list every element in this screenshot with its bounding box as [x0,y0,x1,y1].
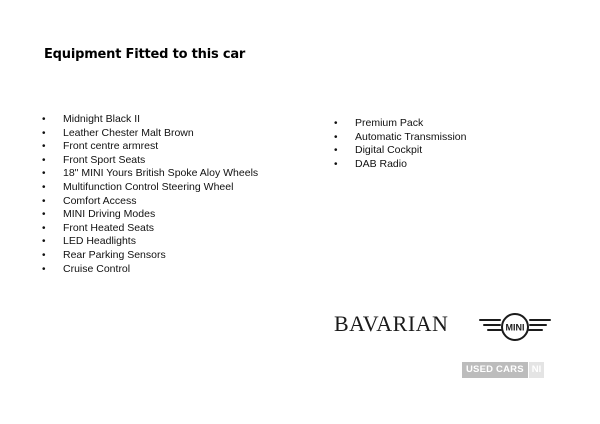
equipment-item: • Front Heated Seats [42,222,258,236]
equipment-item: • Automatic Transmission [334,131,466,145]
equipment-item: • Leather Chester Malt Brown [42,127,258,141]
equipment-item: • Front centre armrest [42,140,258,154]
used-cars-badge [462,362,544,378]
equipment-item: • LED Headlights [42,235,258,249]
equipment-item: • MINI Driving Modes [42,208,258,222]
equipment-item: • Comfort Access [42,195,258,209]
equipment-item: • Cruise Control [42,263,258,277]
badge-used-label: USED CARS [462,362,528,378]
page-title: Equipment Fitted to this car [44,47,246,62]
equipment-item: • Front Sport Seats [42,154,258,168]
equipment-item: • DAB Radio [334,158,466,172]
equipment-list-right [334,117,466,171]
dealer-name: BAVARIAN [334,311,449,336]
equipment-item: • 18" MINI Yours British Spoke Aloy Wheels [42,167,258,181]
equipment-item: • Multifunction Control Steering Wheel [42,181,258,195]
equipment-list-left [42,113,258,276]
equipment-item: • Digital Cockpit [334,144,466,158]
badge-region-label: NI [529,362,545,378]
equipment-item: • Rear Parking Sensors [42,249,258,263]
mini-logo-icon [478,312,552,342]
equipment-item: • Premium Pack [334,117,466,131]
equipment-item: • Midnight Black II [42,113,258,127]
mini-logo-text: MINI [505,322,525,333]
